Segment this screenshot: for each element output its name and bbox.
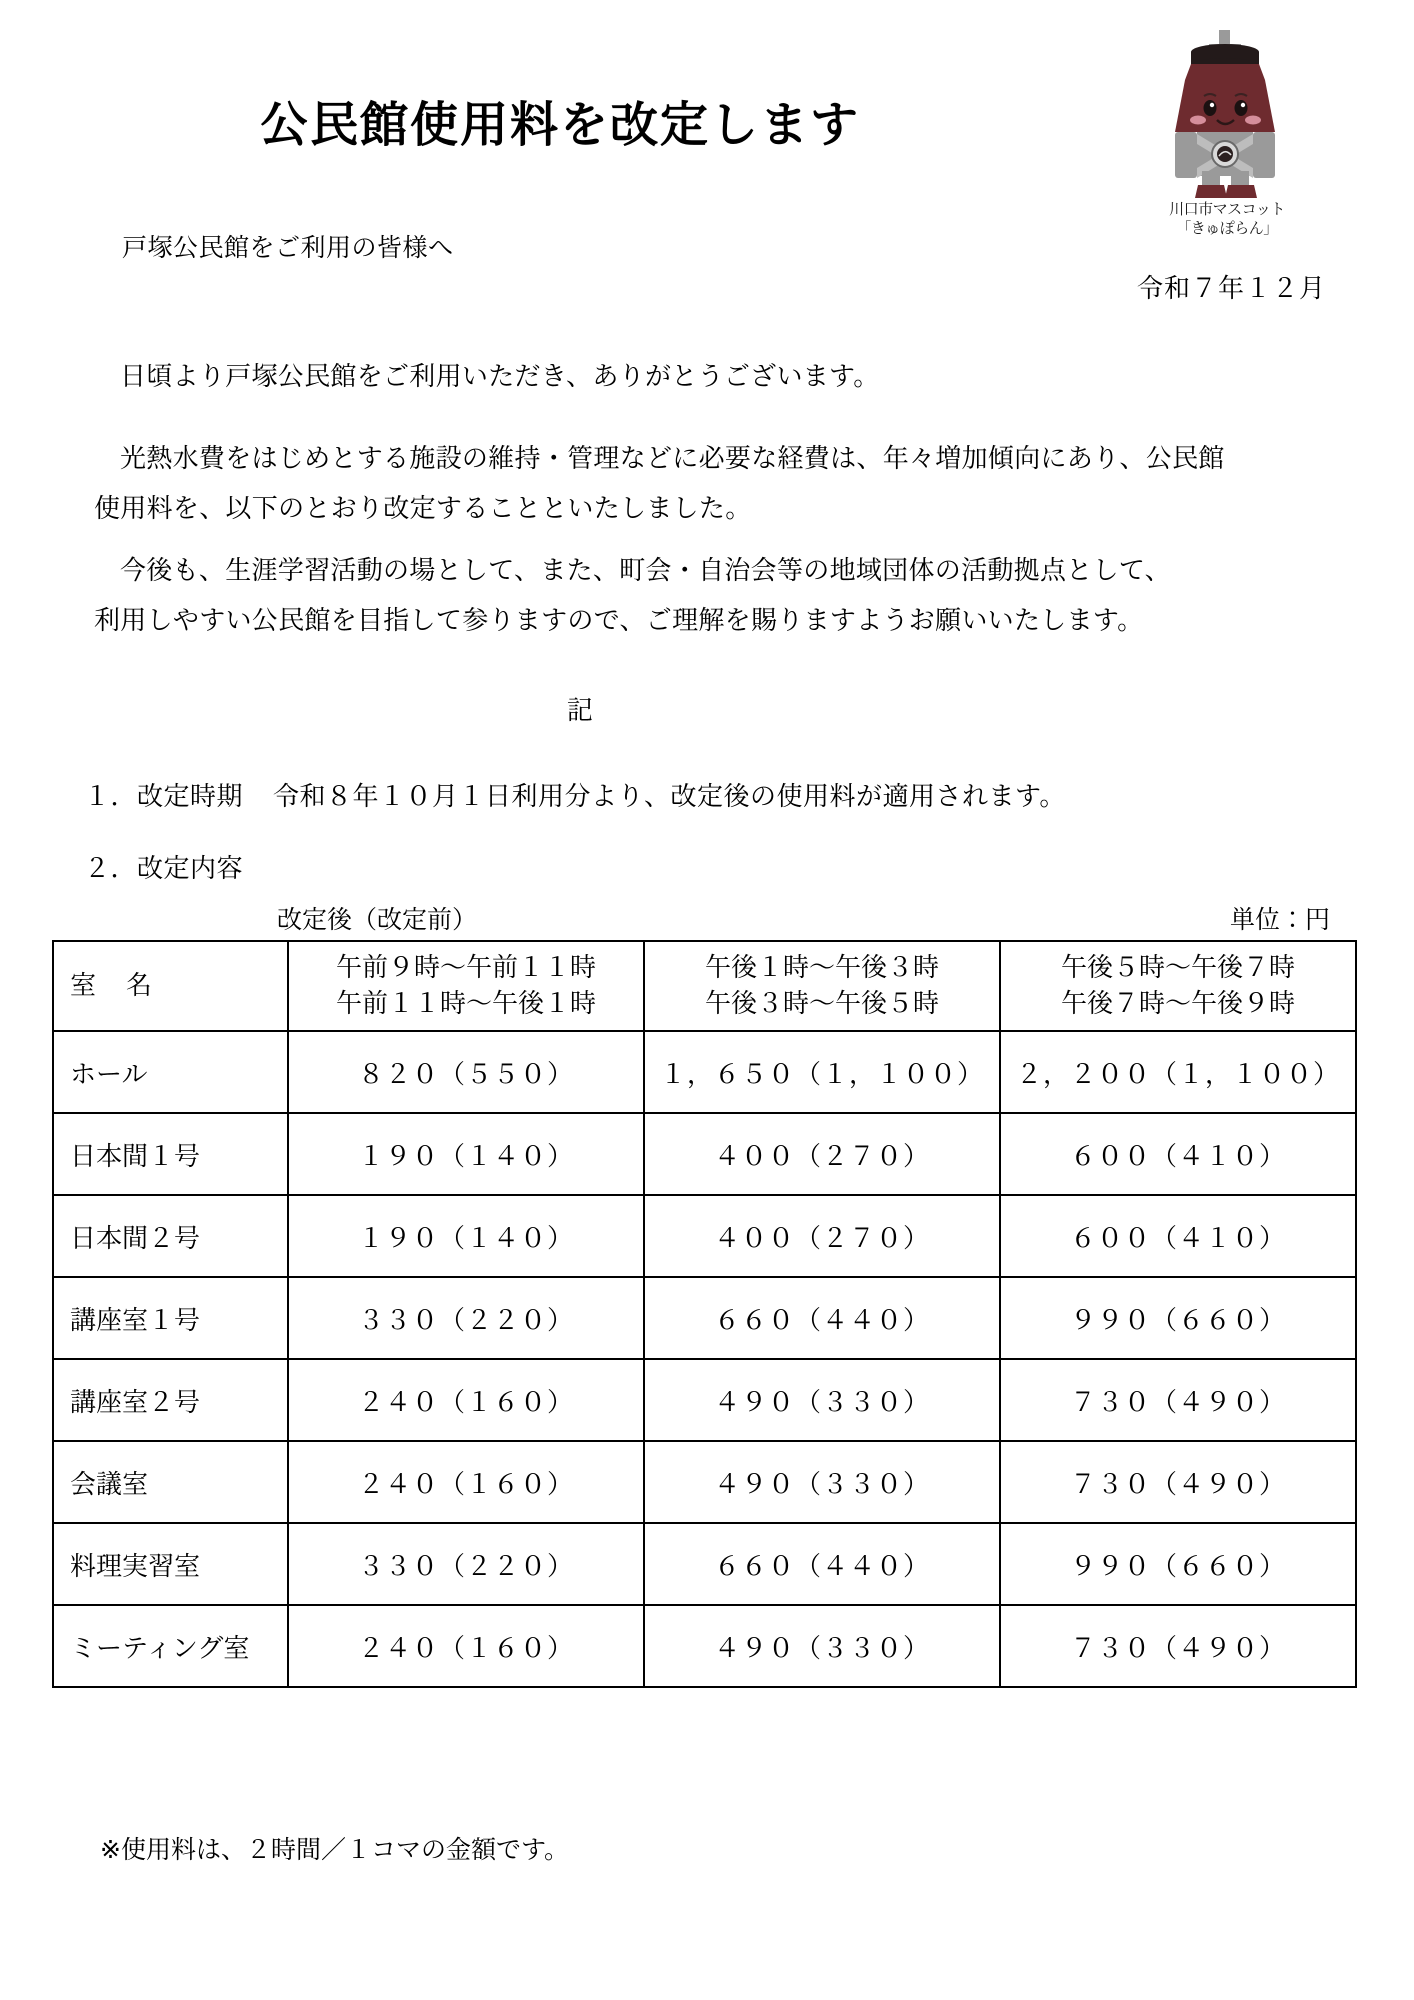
table-row	[53, 1195, 1356, 1277]
cell-fee-afternoon: ４００（２７０）	[644, 1113, 1000, 1195]
mascot-caption-line2: 「きゅぽらん」	[1176, 218, 1278, 237]
cell-fee-evening: ９９０（６６０）	[1000, 1277, 1356, 1359]
cell-room-name: 日本間２号	[53, 1195, 288, 1277]
cell-fee-morning: ８２０（５５０）	[288, 1031, 644, 1113]
cell-fee-evening: ６００（４１０）	[1000, 1195, 1356, 1277]
paragraph-request-line2: 利用しやすい公民館を目指して参りますので、ご理解を賜りますようお願いいたします。	[94, 606, 1144, 636]
cell-fee-afternoon: ４００（２７０）	[644, 1195, 1000, 1277]
cell-fee-evening: ７３０（４９０）	[1000, 1359, 1356, 1441]
table-row	[53, 1113, 1356, 1195]
paragraph-greeting-line1: 日頃より戸塚公民館をご利用いただき、ありがとうございます。	[120, 362, 880, 392]
cell-fee-afternoon: ４９０（３３０）	[644, 1359, 1000, 1441]
cell-fee-afternoon: ４９０（３３０）	[644, 1441, 1000, 1523]
header-slot-evening	[1000, 941, 1356, 1031]
item-revision-date	[84, 776, 1066, 813]
table-row	[53, 1359, 1356, 1441]
cell-room-name: ホール	[53, 1031, 288, 1113]
mascot-caption	[1132, 200, 1322, 238]
paragraph-request-line1: 今後も、生涯学習活動の場として、また、町会・自治会等の地域団体の活動拠点として、	[120, 556, 1171, 586]
paragraph-greeting	[94, 352, 1324, 402]
table-row	[53, 1523, 1356, 1605]
cell-fee-afternoon: ６６０（４４０）	[644, 1523, 1000, 1605]
mascot-caption-line1: 川口市マスコット	[1169, 200, 1285, 218]
cell-fee-evening: ２，２００（１，１００）	[1000, 1031, 1356, 1113]
cupola-mascot-icon	[1157, 28, 1297, 198]
header-slot-morning-line1: 午前９時～午前１１時	[335, 953, 596, 983]
page-title: 公民館使用料を改定します	[259, 97, 860, 153]
table-row	[53, 1605, 1356, 1687]
fee-table-head	[53, 941, 1356, 1031]
fee-table	[52, 940, 1357, 1688]
paragraph-reason	[94, 434, 1324, 534]
cell-fee-afternoon: １，６５０（１，１００）	[644, 1031, 1000, 1113]
cell-fee-evening: ７３０（４９０）	[1000, 1441, 1356, 1523]
table-caption-after-before: 改定後（改定前）	[277, 905, 478, 934]
header-slot-morning	[288, 941, 644, 1031]
mascot-block	[1132, 28, 1322, 238]
cell-room-name: 料理実習室	[53, 1523, 288, 1605]
cell-fee-evening: ７３０（４９０）	[1000, 1605, 1356, 1687]
header-slot-evening-line2: 午後７時～午後９時	[1060, 989, 1295, 1019]
item1-text: 令和８年１０月１日利用分より、改定後の使用料が適用されます。	[273, 782, 1066, 812]
header-slot-afternoon	[644, 941, 1000, 1031]
table-row	[53, 1441, 1356, 1523]
cell-fee-morning: ２４０（１６０）	[288, 1605, 644, 1687]
cell-fee-morning: ２４０（１６０）	[288, 1359, 644, 1441]
cell-fee-afternoon: ４９０（３３０）	[644, 1605, 1000, 1687]
cell-fee-afternoon: ６６０（４４０）	[644, 1277, 1000, 1359]
cell-fee-morning: ３３０（２２０）	[288, 1523, 644, 1605]
header-slot-afternoon-line2: 午後３時～午後５時	[704, 989, 939, 1019]
cell-room-name: 講座室１号	[53, 1277, 288, 1359]
item1-label: １．改定時期	[84, 782, 244, 812]
table-header-row	[53, 941, 1356, 1031]
table-row	[53, 1277, 1356, 1359]
ki-mark: 記	[566, 696, 593, 726]
salutation: 戸塚公民館をご利用の皆様へ	[122, 233, 454, 262]
cell-fee-evening: ６００（４１０）	[1000, 1113, 1356, 1195]
cell-fee-morning: ３３０（２２０）	[288, 1277, 644, 1359]
paragraph-reason-line1: 光熱水費をはじめとする施設の維持・管理などに必要な経費は、年々増加傾向にあり、公民館	[120, 444, 1225, 474]
cell-fee-morning: １９０（１４０）	[288, 1113, 644, 1195]
mascot-illustration	[1157, 28, 1297, 198]
issue-date: 令和７年１２月	[1136, 274, 1326, 304]
header-slot-afternoon-line1: 午後１時～午後３時	[704, 953, 939, 983]
table-caption-unit: 単位：円	[1229, 905, 1330, 934]
header-room-name: 室 名	[53, 941, 288, 1031]
footnote: ※使用料は、２時間／１コマの金額です。	[100, 1835, 569, 1864]
cell-room-name: 講座室２号	[53, 1359, 288, 1441]
cell-fee-morning: １９０（１４０）	[288, 1195, 644, 1277]
item-revision-content: ２．改定内容	[84, 854, 244, 884]
cell-room-name: 会議室	[53, 1441, 288, 1523]
paragraph-request	[94, 546, 1324, 646]
cell-room-name: ミーティング室	[53, 1605, 288, 1687]
table-row	[53, 1031, 1356, 1113]
cell-fee-evening: ９９０（６６０）	[1000, 1523, 1356, 1605]
paragraph-reason-line2: 使用料を、以下のとおり改定することといたしました。	[94, 494, 752, 524]
header-slot-evening-line1: 午後５時～午後７時	[1060, 953, 1295, 983]
header-slot-morning-line2: 午前１１時～午後１時	[335, 989, 596, 1019]
fee-table-body	[53, 1031, 1356, 1687]
cell-room-name: 日本間１号	[53, 1113, 288, 1195]
cell-fee-morning: ２４０（１６０）	[288, 1441, 644, 1523]
